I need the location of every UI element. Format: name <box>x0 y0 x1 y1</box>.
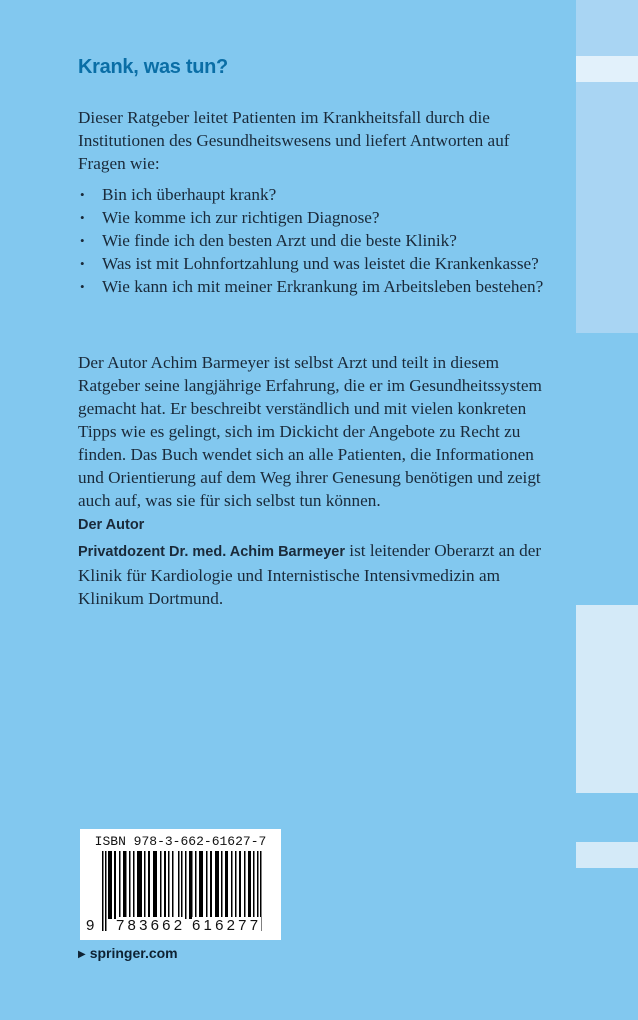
ean-lead-digit: 9 <box>86 917 98 934</box>
question-item: • Was ist mit Lohnfortzahlung und was leistet die Krankenkasse? <box>80 254 539 273</box>
bullet-icon: • <box>80 210 85 225</box>
bullet-icon: • <box>80 256 85 271</box>
spine-block-pale <box>576 605 638 793</box>
spine-strip-pale <box>576 842 638 868</box>
author-bio <box>78 539 558 610</box>
author-heading: Der Autor <box>78 517 145 533</box>
play-arrow-icon: ▶ <box>78 949 86 960</box>
spine-block-top <box>576 0 638 56</box>
author-name: Privatdozent Dr. med. Achim Barmeyer <box>78 544 345 560</box>
bullet-icon: • <box>80 279 85 294</box>
description-paragraph: Der Autor Achim Barmeyer ist selbst Arzt und teilt in diesem Ratgeber seine langjährige Erfahrung, die er im Gesundheitssystem gemacht hat. Er beschreibt verständlich und mit vielen konkreten Tipps wie es gelingt, sich im Dickicht der Angebote zu Recht zu finden. Das Buch wendet sich an alle Patienten, die Informationen und Orientierung auf dem Weg ihrer Genesung benötigen und zeigt auch auf, was sie für sich selbst tun können. <box>78 353 542 510</box>
question-item: • Wie komme ich zur richtigen Diagnose? <box>80 208 380 227</box>
bullet-icon: • <box>80 187 85 202</box>
author-bio-text: ist leitender Oberarzt an der Klinik für Kardiologie und Internistische Intensivmedizin am Klinikum Dortmund. <box>78 541 542 608</box>
publisher-link[interactable] <box>78 945 178 961</box>
publisher-url: springer.com <box>89 945 178 961</box>
ean-group-2: 616277 <box>192 917 262 934</box>
question-item: • Wie finde ich den besten Arzt und die beste Klinik? <box>80 231 457 250</box>
spine-block-light <box>576 82 638 333</box>
book-title: Krank, was tun? <box>78 56 228 78</box>
questions-list <box>78 183 558 298</box>
ean-group-1: 783662 <box>116 917 186 934</box>
isbn-barcode <box>80 829 281 940</box>
isbn-label: ISBN 978-3-662-61627-7 <box>94 834 267 849</box>
question-item: • Wie kann ich mit meiner Erkrankung im Arbeitsleben bestehen? <box>80 277 544 296</box>
question-item: • Bin ich überhaupt krank? <box>80 185 277 204</box>
bullet-icon: • <box>80 233 85 248</box>
intro-paragraph: Dieser Ratgeber leitet Patienten im Krankheitsfall durch die Institutionen des Gesundheitswesens und liefert Antworten auf Fragen wie: <box>78 108 510 173</box>
spine-strip-white <box>576 56 638 82</box>
